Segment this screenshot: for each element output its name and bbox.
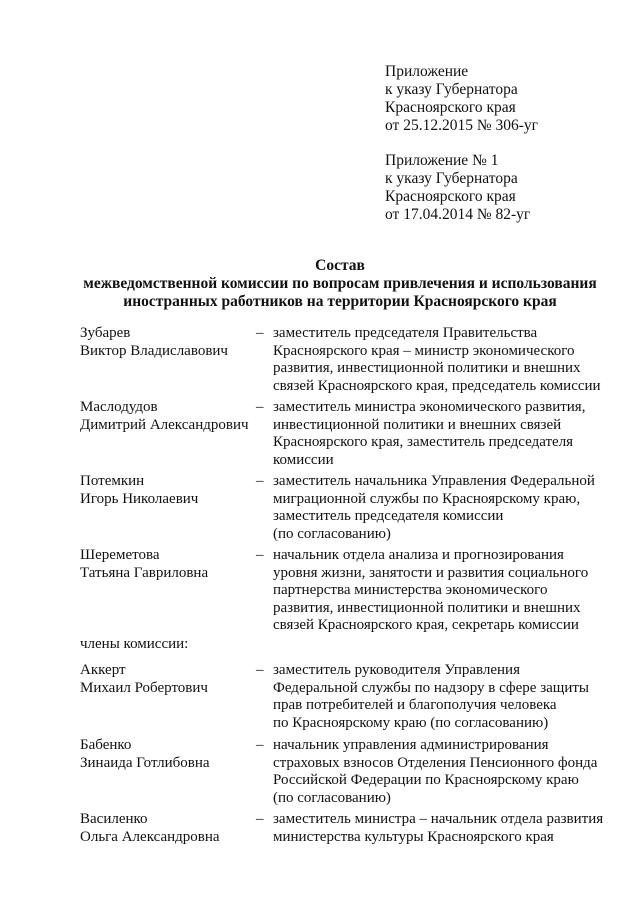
members-section-label: члены комиссии:	[80, 636, 189, 652]
role-line: миграционной службы по Красноярскому краю,	[273, 490, 581, 507]
role-line: заместитель министра – начальник отдела развития	[273, 811, 604, 827]
role-line: комиссии	[273, 451, 334, 468]
member-role	[273, 325, 613, 395]
member-name	[80, 325, 228, 360]
member-name	[80, 662, 208, 697]
appendix-line: Приложение № 1	[385, 152, 499, 169]
appendix-line: Красноярского края	[385, 99, 516, 116]
member-name	[80, 811, 220, 846]
role-line: по Красноярскому краю (по согласованию)	[273, 714, 549, 731]
appendix-date-line: от 17.04.2014 № 82-уг	[385, 206, 531, 223]
role-line: страховых взносов Отделения Пенсионного фонда	[273, 754, 598, 771]
member-role	[273, 399, 613, 469]
role-line: Красноярского края – министр экономического	[273, 342, 575, 359]
role-line: Красноярского края, заместитель председателя	[273, 434, 574, 450]
role-line: связей Красноярского края, секретарь комиссии	[273, 617, 579, 633]
title-line: межведомственной комиссии по вопросам привлечения и использования	[83, 275, 597, 292]
title-heading: Состав	[315, 257, 365, 274]
role-line: начальник отдела анализа и прогнозирования	[273, 547, 564, 563]
role-line: начальник управления администрирования	[273, 737, 549, 753]
member-name	[80, 547, 208, 582]
appendix-line: Приложение	[385, 63, 469, 80]
role-line: заместитель министра экономического развития,	[273, 399, 586, 415]
appendix-line: Красноярского края	[385, 188, 516, 205]
member-surname: Василенко	[80, 811, 148, 827]
member-surname: Маслодудов	[80, 399, 158, 415]
member-name	[80, 473, 198, 508]
member-given-names: Ольга Александровна	[80, 828, 220, 845]
member-given-names: Татьяна Гавриловна	[80, 564, 209, 581]
member-name	[80, 737, 210, 772]
dash-separator: –	[256, 325, 264, 341]
member-role	[273, 737, 613, 807]
role-line: заместитель председателя Правительства	[273, 325, 538, 341]
member-given-names: Виктор Владиславович	[80, 342, 228, 359]
appendix-date-line: от 25.12.2015 № 306-уг	[385, 117, 539, 134]
dash-separator: –	[256, 547, 264, 563]
dash-separator: –	[256, 399, 264, 415]
role-line: развития, инвестиционной политики и внешних	[273, 599, 581, 616]
role-line: партнерства министерства экономического	[273, 582, 548, 598]
role-line: (по согласованию)	[273, 789, 391, 806]
member-given-names: Зинаида Готлибовна	[80, 754, 210, 771]
role-line: уровня жизни, занятости и развития социального	[273, 564, 589, 581]
member-role	[273, 662, 613, 732]
role-line: прав потребителей и благополучия человека	[273, 697, 557, 713]
dash-separator: –	[256, 737, 264, 753]
member-given-names: Михаил Робертович	[80, 679, 208, 696]
role-line: заместитель руководителя Управления	[273, 662, 520, 678]
dash-separator: –	[256, 811, 264, 827]
role-line: министерства культуры Красноярского края	[273, 828, 554, 845]
member-role	[273, 473, 613, 543]
member-role	[273, 547, 613, 635]
member-surname: Потемкин	[80, 473, 145, 489]
dash-separator: –	[256, 473, 264, 489]
appendix-line: к указу Губернатора	[385, 170, 518, 187]
member-role	[273, 811, 613, 846]
dash-separator: –	[256, 662, 264, 678]
member-given-names: Димитрий Александрович	[80, 416, 249, 433]
role-line: связей Красноярского края, председатель комиссии	[273, 377, 601, 394]
role-line: Российской Федерации по Красноярскому краю	[273, 772, 579, 788]
role-line: развития, инвестиционной политики и внешних	[273, 360, 581, 376]
member-surname: Зубарев	[80, 325, 131, 341]
member-name	[80, 399, 249, 434]
member-surname: Аккерт	[80, 662, 126, 678]
member-given-names: Игорь Николаевич	[80, 490, 199, 507]
role-line: заместитель председателя комиссии	[273, 508, 504, 524]
member-surname: Бабенко	[80, 737, 132, 753]
role-line: Федеральной службы по надзору в сфере защиты	[273, 679, 590, 696]
member-surname: Шереметова	[80, 547, 160, 563]
role-line: заместитель начальника Управления Федеральной	[273, 473, 595, 489]
role-line: инвестиционной политики и внешних связей	[273, 416, 562, 433]
appendix-line: к указу Губернатора	[385, 81, 518, 98]
title-line: иностранных работников на территории Красноярского края	[123, 293, 557, 310]
role-line: (по согласованию)	[273, 525, 391, 542]
